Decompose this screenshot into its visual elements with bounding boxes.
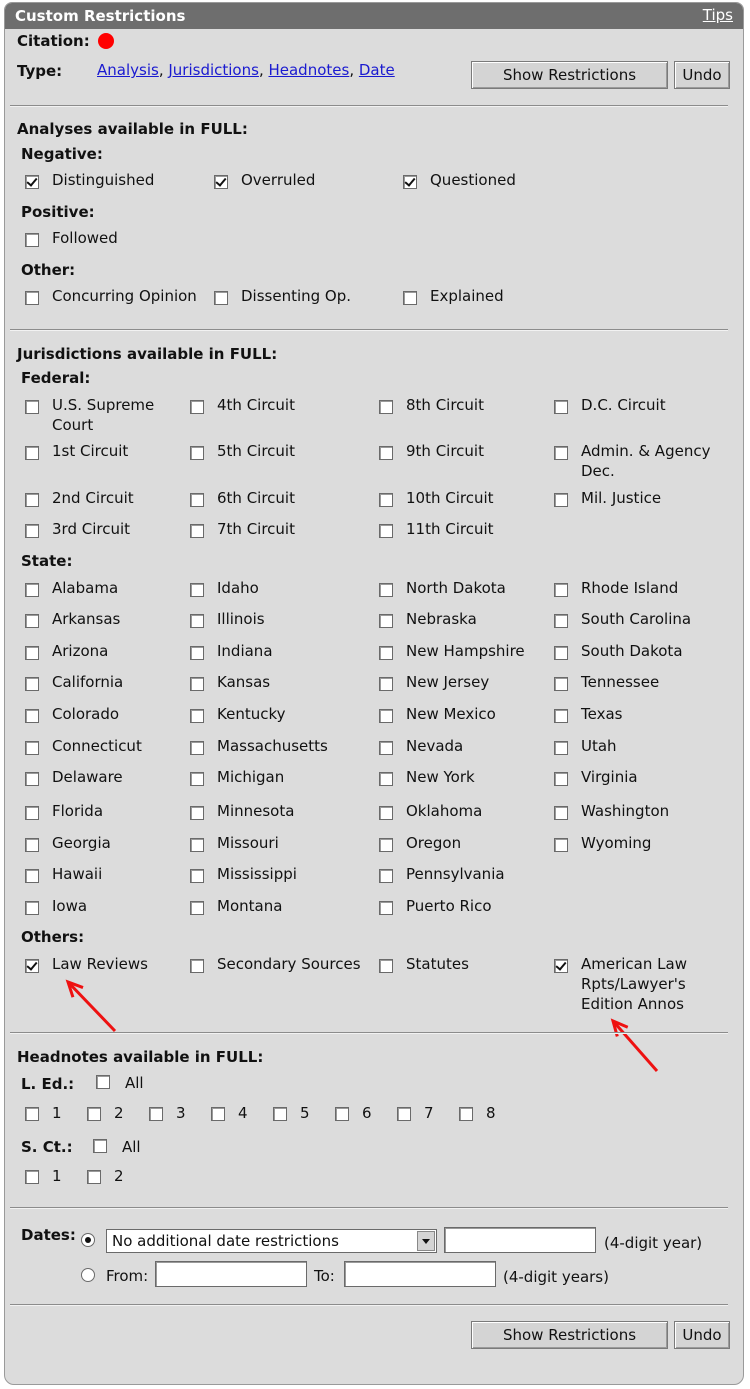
option-label-explained: Explained	[430, 287, 504, 305]
option-label-3rd-circuit: 3rd Circuit	[52, 520, 131, 538]
led-number-label: 3	[176, 1104, 186, 1122]
type-link-jurisdictions[interactable]: Jurisdictions	[168, 61, 259, 79]
option-label-georgia: Georgia	[52, 834, 111, 852]
checkbox-utah[interactable]	[554, 741, 568, 755]
option-label-secondary-sources: Secondary Sources	[217, 955, 361, 973]
checkbox-mil-justice[interactable]	[554, 493, 568, 507]
date-restriction-select[interactable]	[106, 1229, 437, 1253]
option-label-nebraska: Nebraska	[406, 610, 477, 628]
checkbox-mississippi[interactable]	[190, 869, 204, 883]
to-year-input[interactable]	[344, 1261, 496, 1287]
from-year-input[interactable]	[155, 1261, 307, 1287]
sct-all-label: All	[122, 1138, 141, 1156]
led-all-label: All	[125, 1074, 144, 1092]
option-label-concurring-opinion: Concurring Opinion	[52, 287, 197, 305]
divider	[10, 1207, 728, 1209]
type-label: Type:	[17, 62, 63, 80]
option-label-puerto-rico: Puerto Rico	[406, 897, 492, 915]
option-label-mississippi: Mississippi	[217, 865, 297, 883]
checkbox-led-6[interactable]	[335, 1107, 349, 1121]
option-label-oregon: Oregon	[406, 834, 462, 852]
checkbox-colorado[interactable]	[25, 709, 39, 723]
checkbox-south-dakota[interactable]	[554, 646, 568, 660]
option-label-indiana: Indiana	[217, 642, 273, 660]
option-label-7th-circuit: 7th Circuit	[217, 520, 295, 538]
checkbox-washington[interactable]	[554, 806, 568, 820]
option-label-new-york: New York	[406, 768, 475, 786]
option-label-overruled: Overruled	[241, 171, 316, 189]
checkbox-massachusetts[interactable]	[190, 741, 204, 755]
year-input[interactable]	[444, 1227, 596, 1253]
checkbox-secondary-sources[interactable]	[190, 959, 204, 973]
option-label-new-mexico: New Mexico	[406, 705, 496, 723]
date-restriction-select-value: No additional date restrictions	[112, 1232, 339, 1250]
option-label-5th-circuit: 5th Circuit	[217, 442, 295, 460]
checkbox-9th-circuit[interactable]	[379, 446, 393, 460]
checkbox-statutes[interactable]	[379, 959, 393, 973]
option-label-colorado: Colorado	[52, 705, 120, 723]
option-label-idaho: Idaho	[217, 579, 259, 597]
checkbox-led-1[interactable]	[25, 1107, 39, 1121]
date-restriction-radio[interactable]	[81, 1233, 95, 1247]
arrow-law-reviews	[68, 982, 115, 1031]
option-label-minnesota: Minnesota	[217, 802, 295, 820]
undo-button[interactable]: Undo	[674, 61, 730, 89]
checkbox-distinguished[interactable]	[25, 175, 39, 189]
date-range-radio[interactable]	[81, 1268, 95, 1282]
analyses-title: Analyses available in FULL:	[17, 120, 248, 138]
checkbox-d-c-circuit[interactable]	[554, 400, 568, 414]
undo-button-bottom[interactable]: Undo	[674, 1321, 730, 1349]
option-label-rhode-island: Rhode Island	[581, 579, 679, 597]
checkbox-hawaii[interactable]	[25, 869, 39, 883]
checkbox-new-york[interactable]	[379, 772, 393, 786]
checkbox-pennsylvania[interactable]	[379, 869, 393, 883]
checkbox-8th-circuit[interactable]	[379, 400, 393, 414]
option-label-michigan: Michigan	[217, 768, 285, 786]
option-label-mil-justice: Mil. Justice	[581, 489, 662, 507]
option-label-statutes: Statutes	[406, 955, 469, 973]
option-label-oklahoma: Oklahoma	[406, 802, 483, 820]
checkbox-4th-circuit[interactable]	[190, 400, 204, 414]
divider	[10, 1032, 728, 1034]
checkbox-led-all[interactable]	[96, 1075, 110, 1089]
option-label-south-carolina: South Carolina	[581, 610, 692, 628]
type-link-headnotes[interactable]: Headnotes	[268, 61, 350, 79]
checkbox-led-4[interactable]	[211, 1107, 225, 1121]
checkbox-led-7[interactable]	[397, 1107, 411, 1121]
checkbox-5th-circuit[interactable]	[190, 446, 204, 460]
checkbox-7th-circuit[interactable]	[190, 524, 204, 538]
option-label-admin-agency-dec: Admin. & Agency Dec.	[581, 442, 711, 480]
option-label-alabama: Alabama	[52, 579, 119, 597]
chevron-down-icon[interactable]	[417, 1231, 435, 1251]
option-label-kentucky: Kentucky	[217, 705, 286, 723]
show-restrictions-button-bottom[interactable]: Show Restrictions	[471, 1321, 668, 1349]
checkbox-new-mexico[interactable]	[379, 709, 393, 723]
checkbox-sct-2[interactable]	[87, 1170, 101, 1184]
other-label: Other:	[21, 261, 76, 279]
option-label-american-law-rpts-lawyer-s-edition-annos: American Law Rpts/Lawyer's Edition Annos	[581, 955, 687, 1013]
year-hint: (4-digit year)	[604, 1234, 703, 1252]
checkbox-illinois[interactable]	[190, 614, 204, 628]
option-label-north-dakota: North Dakota	[406, 579, 506, 597]
sct-number-label: 1	[52, 1167, 62, 1185]
checkbox-led-5[interactable]	[273, 1107, 287, 1121]
checkbox-3rd-circuit[interactable]	[25, 524, 39, 538]
option-label-distinguished: Distinguished	[52, 171, 155, 189]
option-label-u-s-supreme-court: U.S. Supreme Court	[52, 396, 155, 434]
checkbox-u-s-supreme-court[interactable]	[25, 400, 39, 414]
checkbox-georgia[interactable]	[25, 838, 39, 852]
checkbox-kansas[interactable]	[190, 677, 204, 691]
checkbox-concurring-opinion[interactable]	[25, 291, 39, 305]
option-label-6th-circuit: 6th Circuit	[217, 489, 295, 507]
checkbox-arkansas[interactable]	[25, 614, 39, 628]
option-label-delaware: Delaware	[52, 768, 123, 786]
option-label-virginia: Virginia	[581, 768, 638, 786]
checkbox-tennessee[interactable]	[554, 677, 568, 691]
option-label-connecticut: Connecticut	[52, 737, 142, 755]
checkbox-nevada[interactable]	[379, 741, 393, 755]
checkbox-11th-circuit[interactable]	[379, 524, 393, 538]
others-label: Others:	[21, 928, 85, 946]
checkbox-oklahoma[interactable]	[379, 806, 393, 820]
option-label-11th-circuit: 11th Circuit	[406, 520, 494, 538]
checkbox-new-jersey[interactable]	[379, 677, 393, 691]
checkbox-led-8[interactable]	[459, 1107, 473, 1121]
option-label-10th-circuit: 10th Circuit	[406, 489, 494, 507]
option-label-8th-circuit: 8th Circuit	[406, 396, 484, 414]
checkbox-virginia[interactable]	[554, 772, 568, 786]
option-label-washington: Washington	[581, 802, 670, 820]
tips-link[interactable]: Tips	[702, 6, 733, 24]
jurisdictions-title: Jurisdictions available in FULL:	[17, 345, 278, 363]
option-label-9th-circuit: 9th Circuit	[406, 442, 484, 460]
option-label-4th-circuit: 4th Circuit	[217, 396, 295, 414]
dates-label: Dates:	[21, 1226, 76, 1244]
led-number-label: 7	[424, 1104, 434, 1122]
checkbox-rhode-island[interactable]	[554, 583, 568, 597]
checkbox-law-reviews[interactable]	[25, 959, 39, 973]
headnotes-title: Headnotes available in FULL:	[17, 1048, 264, 1066]
option-label-d-c-circuit: D.C. Circuit	[581, 396, 666, 414]
option-label-illinois: Illinois	[217, 610, 265, 628]
type-link-analysis[interactable]: Analysis	[97, 61, 159, 79]
checkbox-admin-agency-dec[interactable]	[554, 446, 568, 460]
divider	[10, 1304, 728, 1306]
option-label-utah: Utah	[581, 737, 617, 755]
checkbox-nebraska[interactable]	[379, 614, 393, 628]
led-number-label: 2	[114, 1104, 124, 1122]
option-label-pennsylvania: Pennsylvania	[406, 865, 505, 883]
checkbox-indiana[interactable]	[190, 646, 204, 660]
option-label-law-reviews: Law Reviews	[52, 955, 148, 973]
checkbox-alabama[interactable]	[25, 583, 39, 597]
checkbox-american-law-rpts-lawyer-s-edition-annos[interactable]	[554, 959, 568, 973]
checkbox-overruled[interactable]	[214, 175, 228, 189]
led-number-label: 1	[52, 1104, 62, 1122]
checkbox-sct-1[interactable]	[25, 1170, 39, 1184]
option-label-1st-circuit: 1st Circuit	[52, 442, 129, 460]
checkbox-10th-circuit[interactable]	[379, 493, 393, 507]
option-label-montana: Montana	[217, 897, 283, 915]
type-links: Analysis, Jurisdictions, Headnotes, Date	[97, 61, 395, 79]
checkbox-questioned[interactable]	[403, 175, 417, 189]
checkbox-delaware[interactable]	[25, 772, 39, 786]
checkbox-1st-circuit[interactable]	[25, 446, 39, 460]
checkbox-connecticut[interactable]	[25, 741, 39, 755]
checkbox-6th-circuit[interactable]	[190, 493, 204, 507]
led-label: L. Ed.:	[21, 1075, 75, 1093]
checkbox-california[interactable]	[25, 677, 39, 691]
checkbox-new-hampshire[interactable]	[379, 646, 393, 660]
checkbox-followed[interactable]	[25, 233, 39, 247]
checkbox-wyoming[interactable]	[554, 838, 568, 852]
led-number-label: 5	[300, 1104, 310, 1122]
option-label-south-dakota: South Dakota	[581, 642, 683, 660]
led-number-label: 6	[362, 1104, 372, 1122]
arrow-american-law	[613, 1021, 657, 1071]
checkbox-kentucky[interactable]	[190, 709, 204, 723]
checkbox-michigan[interactable]	[190, 772, 204, 786]
led-number-label: 8	[486, 1104, 496, 1122]
state-label: State:	[21, 552, 73, 570]
option-label-new-jersey: New Jersey	[406, 673, 490, 691]
federal-label: Federal:	[21, 369, 91, 387]
option-label-texas: Texas	[581, 705, 623, 723]
checkbox-oregon[interactable]	[379, 838, 393, 852]
led-number-label: 4	[238, 1104, 248, 1122]
citation-label: Citation:	[17, 32, 90, 50]
show-restrictions-button[interactable]: Show Restrictions	[471, 61, 668, 89]
checkbox-sct-all[interactable]	[93, 1139, 107, 1153]
from-label: From:	[106, 1267, 149, 1285]
checkbox-puerto-rico[interactable]	[379, 901, 393, 915]
to-label: To:	[314, 1267, 335, 1285]
checkbox-texas[interactable]	[554, 709, 568, 723]
option-label-iowa: Iowa	[52, 897, 88, 915]
checkbox-south-carolina[interactable]	[554, 614, 568, 628]
checkbox-explained[interactable]	[403, 291, 417, 305]
option-label-hawaii: Hawaii	[52, 865, 103, 883]
option-label-followed: Followed	[52, 229, 118, 247]
checkbox-dissenting-op[interactable]	[214, 291, 228, 305]
years-hint: (4-digit years)	[503, 1268, 609, 1286]
option-label-new-hampshire: New Hampshire	[406, 642, 525, 660]
option-label-arizona: Arizona	[52, 642, 109, 660]
option-label-kansas: Kansas	[217, 673, 271, 691]
positive-label: Positive:	[21, 203, 95, 221]
sct-number-label: 2	[114, 1167, 124, 1185]
panel-title: Custom Restrictions	[15, 7, 186, 25]
option-label-2nd-circuit: 2nd Circuit	[52, 489, 134, 507]
type-link-date[interactable]: Date	[358, 61, 395, 79]
option-label-wyoming: Wyoming	[581, 834, 652, 852]
checkbox-montana[interactable]	[190, 901, 204, 915]
checkbox-arizona[interactable]	[25, 646, 39, 660]
checkbox-led-2[interactable]	[87, 1107, 101, 1121]
option-label-california: California	[52, 673, 124, 691]
checkbox-north-dakota[interactable]	[379, 583, 393, 597]
checkbox-led-3[interactable]	[149, 1107, 163, 1121]
option-label-arkansas: Arkansas	[52, 610, 121, 628]
checkbox-missouri[interactable]	[190, 838, 204, 852]
checkbox-2nd-circuit[interactable]	[25, 493, 39, 507]
option-label-massachusetts: Massachusetts	[217, 737, 328, 755]
checkbox-idaho[interactable]	[190, 583, 204, 597]
option-label-nevada: Nevada	[406, 737, 464, 755]
option-label-tennessee: Tennessee	[581, 673, 660, 691]
checkbox-florida[interactable]	[25, 806, 39, 820]
checkbox-iowa[interactable]	[25, 901, 39, 915]
option-label-dissenting-op: Dissenting Op.	[241, 287, 352, 305]
negative-label: Negative:	[21, 145, 103, 163]
option-label-questioned: Questioned	[430, 171, 516, 189]
option-label-missouri: Missouri	[217, 834, 279, 852]
checkbox-minnesota[interactable]	[190, 806, 204, 820]
sct-label: S. Ct.:	[21, 1138, 73, 1156]
option-label-florida: Florida	[52, 802, 104, 820]
